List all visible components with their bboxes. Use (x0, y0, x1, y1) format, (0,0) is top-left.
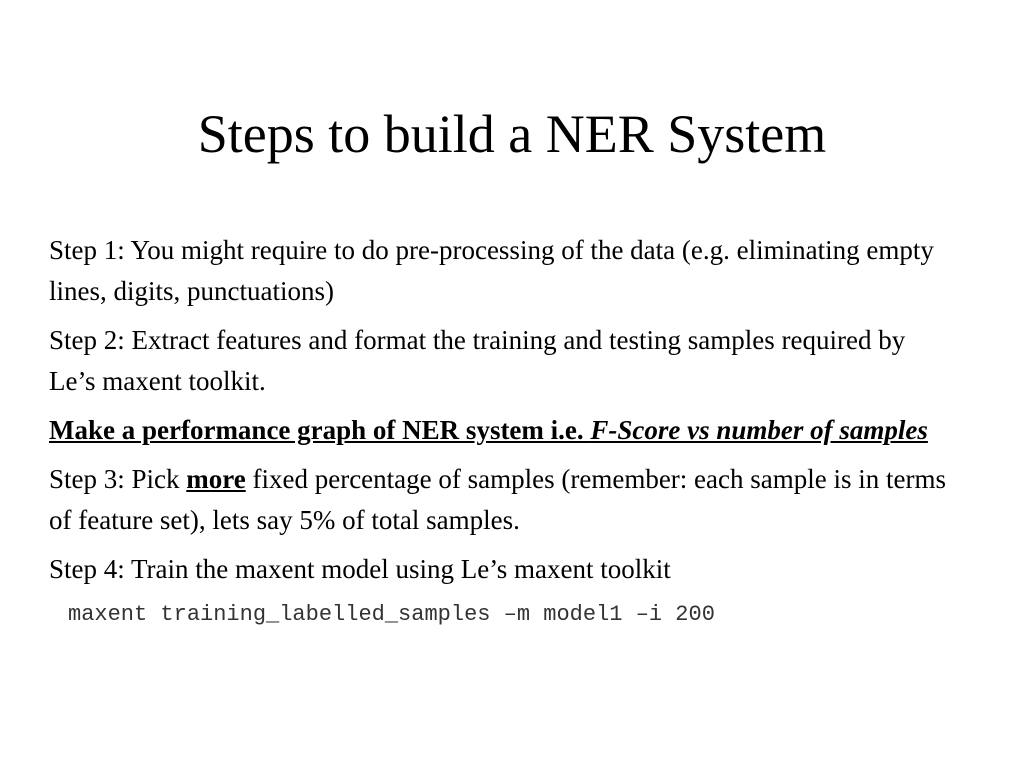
step-3-prefix: Step 3: Pick (49, 464, 187, 494)
step-3-emphasis: more (186, 464, 246, 494)
task-instruction (49, 410, 949, 451)
step-3-text (49, 459, 949, 541)
step-1-text: Step 1: You might require to do pre-processing of the data (e.g. eliminating empty lines, digits, punctuations) (49, 235, 934, 306)
task-italic-text: F-Score vs number of samples (590, 415, 928, 445)
task-bold-text: Make a performance graph of NER system i.e. (49, 415, 591, 445)
slide-body (49, 230, 949, 632)
step-2-text: Step 2: Extract features and format the training and testing samples required by Le’s maxent toolkit. (49, 325, 906, 396)
slide-title: Steps to build a NER System (197, 104, 827, 164)
maxent-command: maxent training_labelled_samples –m model1 –i 200 (68, 602, 715, 627)
step-3-suffix: fixed percentage of samples (remember: each sample is in terms of feature set), lets say 5% of total samples. (49, 464, 946, 535)
step-4-text: Step 4: Train the maxent model using Le’s maxent toolkit (49, 554, 671, 584)
